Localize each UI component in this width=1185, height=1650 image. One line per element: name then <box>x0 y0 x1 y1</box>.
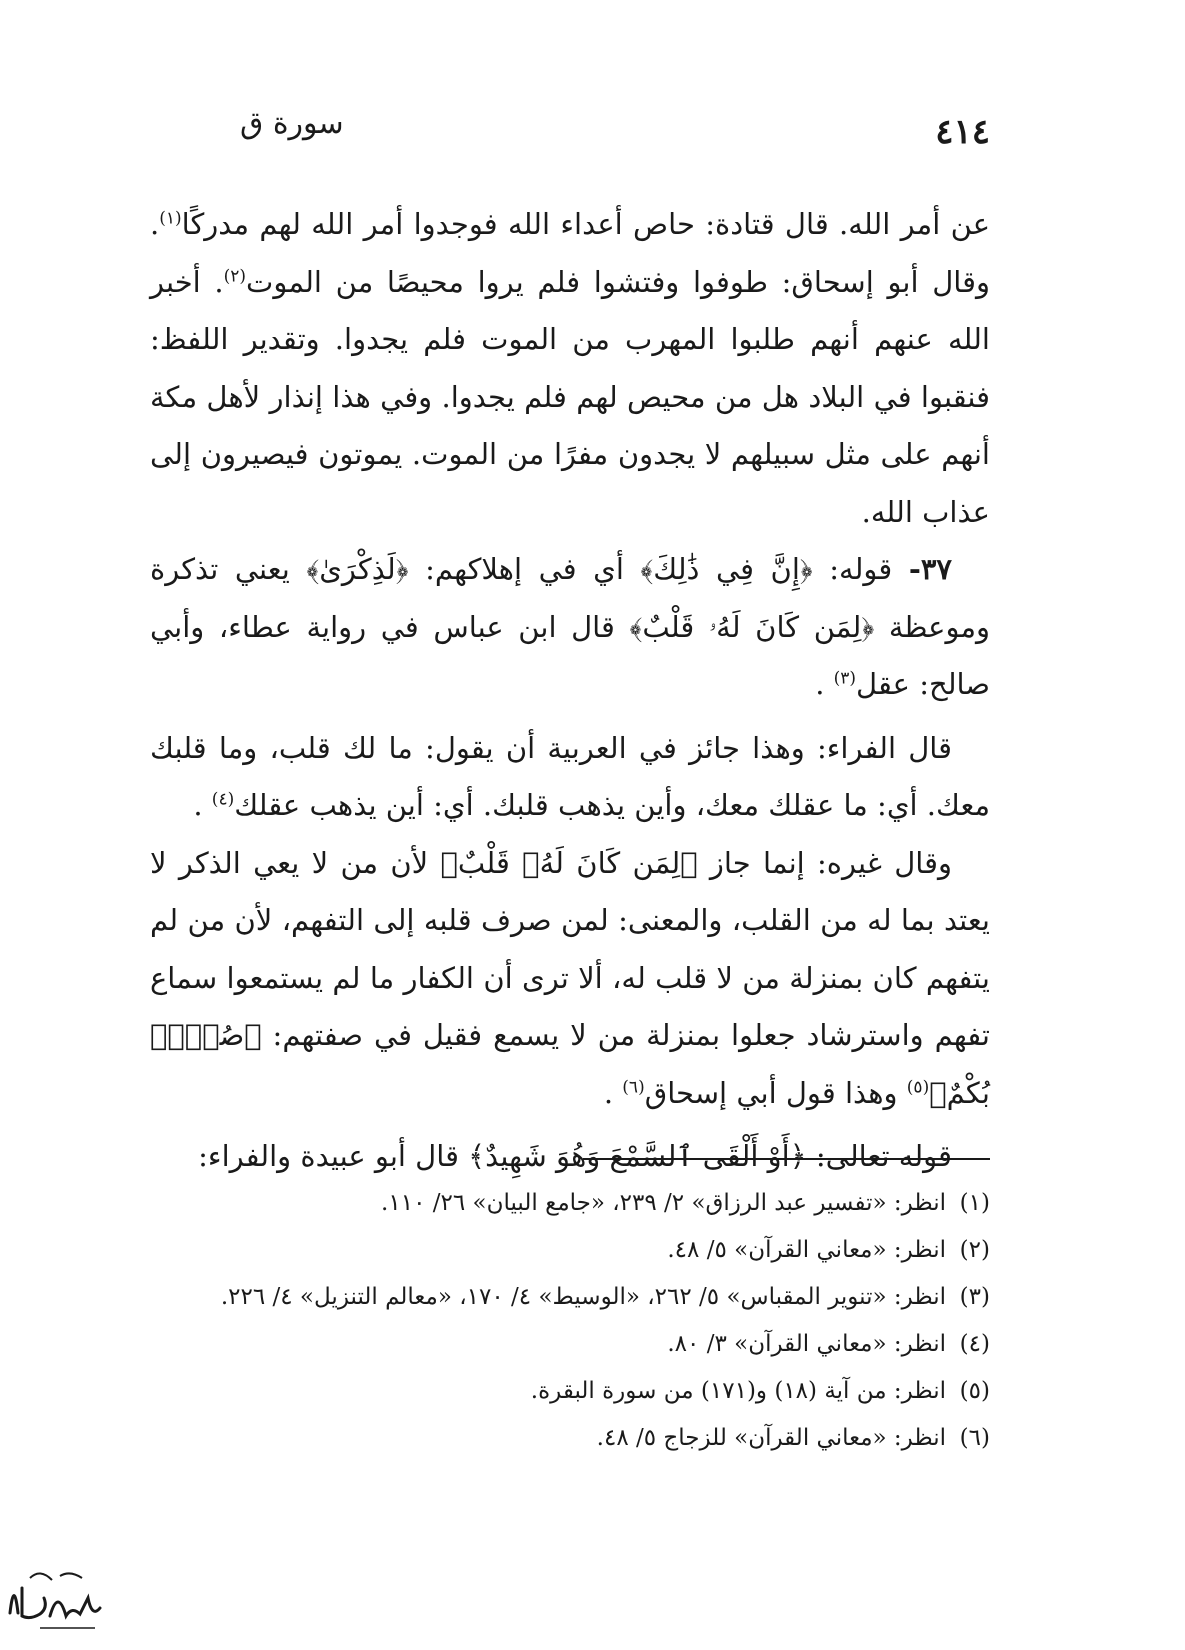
footnote-item <box>150 1321 990 1368</box>
footnote-ref-6[interactable]: (٦) <box>622 1076 645 1097</box>
paragraph-4: وقال غيره: إنما جاز ﴿لِمَن كَانَ لَهُۥ قَلْبٌ﴾ لأن من لا يعي الذكر لا يعتد بما له من القلب، والمعنى: لمن صرف قلبه إلى التفهم، لأن من لم يتفهم كان بمنزلة من لا قلب له، ألا ترى أن الكفار ما لم يستمعوا سماع تفهم واسترشاد جعلوا بمنزلة من لا يسمع فقيل في صفتهم: ﴿صُمٌّۢ بُكْمٌ﴾$^{(٥)}$ وهذا قول أبي إسحاق$^{(٦)}$ . <box>150 845 990 1110</box>
footnote-text: انظر: من آية (١٨) و(١٧١) من سورة البقرة. <box>530 1378 946 1404</box>
publisher-logo-icon <box>0 1558 110 1638</box>
footnote-text: انظر: «تفسير عبد الرزاق» ٢/ ٢٣٩، «جامع البيان» ٢٦/ ١١٠. <box>381 1190 946 1216</box>
quran-quote: ﴿لَذِكْرَىٰ﴾ <box>306 552 409 586</box>
footnote-ref-2[interactable]: (٢) <box>223 265 247 286</box>
footnote-ref-3[interactable]: (٣) <box>833 668 857 689</box>
footnote-ref-4[interactable]: (٤) <box>211 789 235 810</box>
footnote-item <box>150 1180 990 1227</box>
verse-number: ٣٧- <box>908 552 953 586</box>
footnote-number: (٣) <box>959 1284 990 1310</box>
paragraph-5: قوله تعالى: ﴿أَوْ أَلْقَى ٱلسَّمْعَ وَهُوَ شَهِيدٌ﴾ قال أبو عبيدة والفراء: <box>198 1139 952 1173</box>
footnote-ref-1[interactable]: (١) <box>159 208 182 229</box>
page-number: ٤١٤ <box>935 112 990 152</box>
quran-quote: ﴿صُمٌّۢ بُكْمٌ﴾ <box>150 1018 990 1110</box>
surah-title: سورة ق <box>240 106 344 141</box>
footnote-item <box>150 1368 990 1415</box>
quran-quote: ﴿إِنَّ فِي ذَٰلِكَ﴾ <box>640 552 813 586</box>
main-text <box>150 196 990 1186</box>
footnote-divider <box>583 1158 990 1160</box>
footnote-item <box>150 1274 990 1321</box>
page-header <box>200 102 990 162</box>
footnote-ref-5[interactable]: (٥) <box>906 1076 930 1097</box>
footnote-text: انظر: «تنوير المقباس» ٥/ ٢٦٢، «الوسيط» ٤/ ١٧٠، «معالم التنزيل» ٤/ ٢٢٦. <box>220 1284 946 1310</box>
footnote-text: انظر: «معاني القرآن» ٣/ ٨٠. <box>667 1331 946 1357</box>
footnote-number: (٥) <box>959 1378 990 1404</box>
footnote-text: انظر: «معاني القرآن» للزجاج ٥/ ٤٨. <box>596 1425 946 1451</box>
paragraph-3: قال الفراء: وهذا جائز في العربية أن يقول: ما لك قلب، وما قلبك معك. أي: ما عقلك معك، وأين يذهب قلبك. أي: أين يذهب عقلك$^{(٤)}$ . <box>150 730 990 822</box>
footnote-item <box>150 1227 990 1274</box>
footnote-item <box>150 1415 990 1462</box>
footnote-number: (٤) <box>959 1331 990 1357</box>
footnote-number: (٢) <box>959 1237 990 1263</box>
quran-quote: ﴿لِمَن كَانَ لَهُۥ قَلْبٌ﴾ <box>629 609 875 644</box>
footnote-number: (١) <box>959 1190 990 1216</box>
quran-quote: ﴿أَوْ أَلْقَى ٱلسَّمْعَ وَهُوَ شَهِيدٌ﴾ <box>468 1139 807 1173</box>
paragraph-2: ٣٧- قوله: ﴿إِنَّ فِي ذَٰلِكَ﴾ أي في إهلاكهم: ﴿لَذِكْرَىٰ﴾ يعني تذكرة وموعظة ﴿لِمَن كَانَ لَهُۥ قَلْبٌ﴾ قال ابن عباس في رواية عطاء، وأبي صالح: عقل$^{(٣)}$ . <box>150 552 990 701</box>
footnote-text: انظر: «معاني القرآن» ٥/ ٤٨. <box>667 1237 946 1263</box>
footnote-number: (٦) <box>959 1425 990 1451</box>
footnotes-list <box>150 1180 990 1462</box>
quran-quote: ﴿لِمَن كَانَ لَهُۥ قَلْبٌ﴾ <box>440 845 698 880</box>
paragraph-1: عن أمر الله. قال قتادة: حاص أعداء الله فوجدوا أمر الله لهم مدركًا$^{(١)}$. وقال أبو إسحاق: طوفوا وفتشوا فلم يروا محيصًا من الموت$^{(٢)}$. أخبر الله عنهم أنهم طلبوا المهرب من الموت فلم يجدوا. وتقدير اللفظ: فنقبوا في البلاد هل من محيص لهم فلم يجدوا. وفي هذا إنذار لأهل مكة أنهم على مثل سبيلهم لا يجدون مفرًا من الموت. يموتون فيصيرون إلى عذاب الله. <box>150 207 990 529</box>
